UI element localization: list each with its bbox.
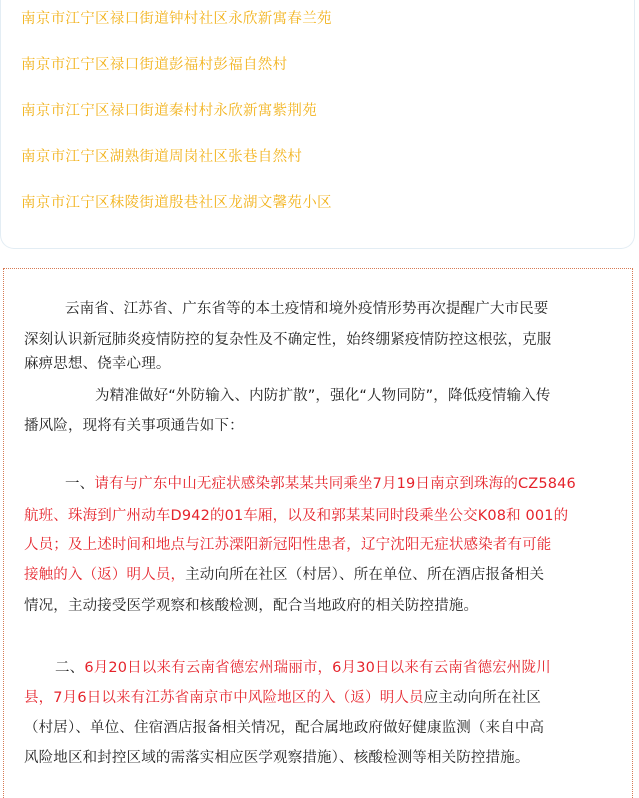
address-list-card [0,0,635,249]
purpose-line: 播风险，现将有关事项通告如下： [24,418,244,434]
notice-box [3,268,633,798]
address-item: 南京市江宁区禄口街道彭福村彭福自然村 [21,57,288,73]
item1-red-text: 请有与广东中山无症状感染郭某某共同乘坐7月19日南京到珠海的CZ5846 [94,476,576,492]
purpose-line: 为精准做好“外防输入、内防扩散”，强化“人物同防”，降低疫情输入传 [95,388,551,404]
item2-line [55,658,639,678]
item1-line: 人员；及上述时间和地点与江苏溧阳新冠阳性患者，辽宁沈阳无症状感染者有可能 [24,537,552,553]
address-item: 南京市江宁区禄口街道钟村社区永欣新寓春兰苑 [21,11,332,27]
item2-line: （村居）、单位、住宿酒店报备相关情况，配合属地政府做好健康监测（来自中高 [24,720,545,736]
item2-red-text: 6月20日以来有云南省德宏州瑞丽市，6月30日以来有云南省德宏州陇川 [84,660,551,676]
item2-line [24,688,626,708]
intro-line: 麻痹思想、侥幸心理。 [24,356,171,372]
item2-black-text: 应主动向所在社区 [423,690,541,706]
item2-red-text: 县，7月6日以来有江苏省南京市中风险地区的入（返）明人员 [24,690,424,706]
item1-prefix: 一、 [65,476,95,492]
address-item: 南京市江宁区禄口街道秦村村永欣新寓紫荆苑 [21,103,317,119]
item1-line [65,474,639,494]
intro-line: 深刻认识新冠肺炎疫情防控的复杂性及不确定性，始终绷紧疫情防控这根弦，克服 [24,332,552,348]
item2-line: 风险地区和封控区域的需落实相应医学观察措施）、核酸检测等相关防控措施。 [24,750,530,766]
address-item: 南京市江宁区湖熟街道周岗社区张巷自然村 [21,149,303,165]
intro-line: 云南省、江苏省、广东省等的本土疫情和境外疫情形势再次提醒广大市民要 [65,301,549,317]
item1-line: 航班、珠海到广州动车D942的01车厢，以及和郭某某同时段乘坐公交K08和 001的 [24,508,569,524]
item1-line [24,565,626,585]
item1-red-text: 接触的入（返）明人员， [24,567,186,583]
address-item: 南京市江宁区秣陵街道殷巷社区龙湖文馨苑小区 [21,195,332,211]
item2-prefix: 二、 [55,660,85,676]
item1-black-text: 主动向所在社区（村居）、所在单位、所在酒店报备相关 [185,567,545,583]
item1-line: 情况，主动接受医学观察和核酸检测，配合当地政府的相关防控措施。 [24,598,479,614]
